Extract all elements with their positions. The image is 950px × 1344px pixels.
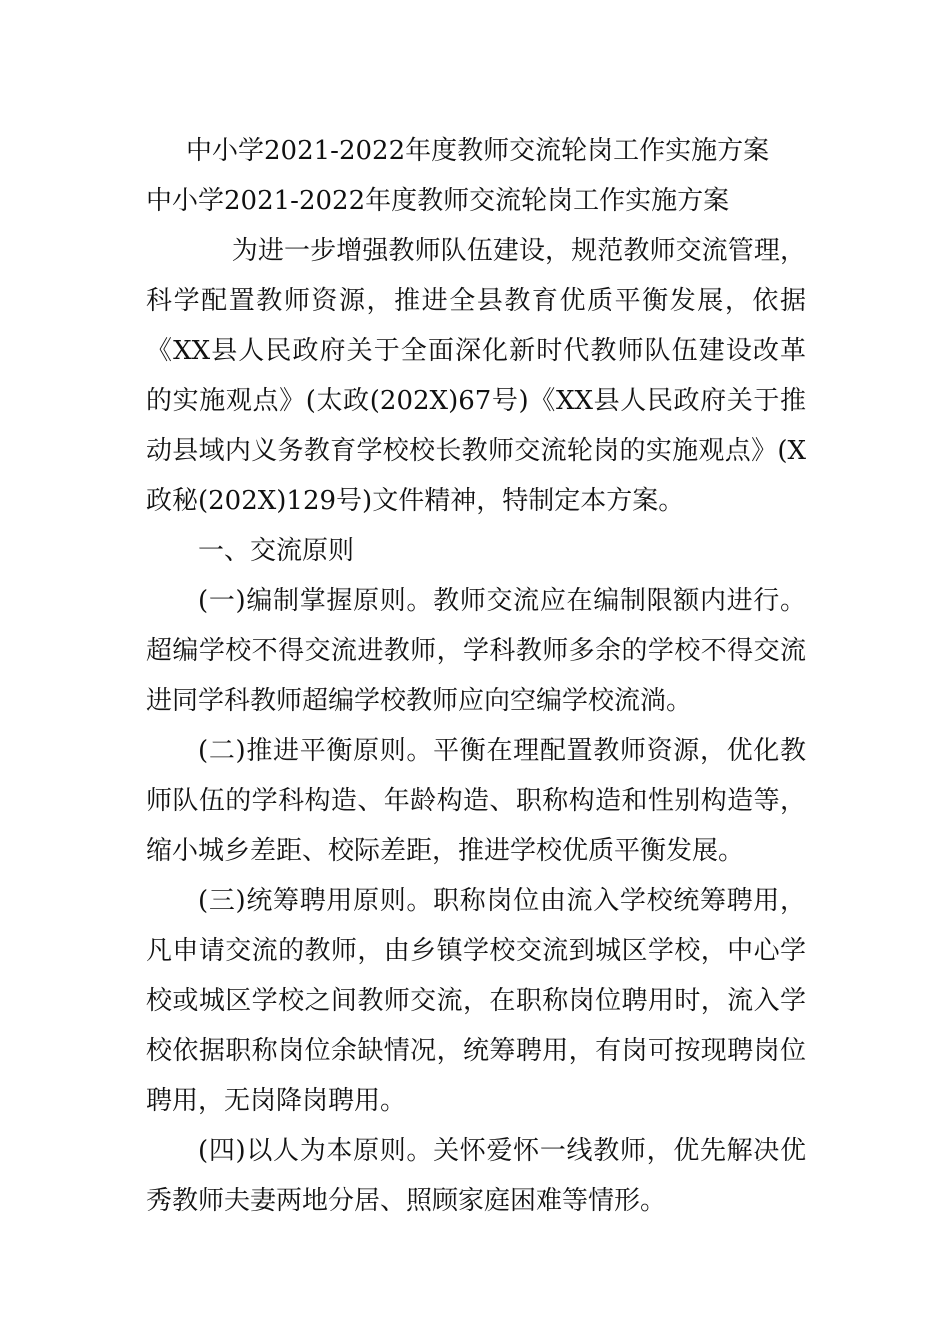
- principle-paragraph-4: (四)以人为本原则。关怀爱怀一线教师，优先解决优秀教师夫妻两地分居、照顾家庭困难等情形。: [146, 1136, 806, 1216]
- principle-paragraph-3: (三)统筹聘用原则。职称岗位由流入学校统筹聘用，凡申请交流的教师，由乡镇学校交流到城区学校，中心学校或城区学校之间教师交流，在职称岗位聘用时，流入学校依据职称岗位余缺情况，统筹聘用，有岗可按现聘岗位聘用，无岗降岗聘用。: [146, 886, 806, 1116]
- document-body: [146, 126, 806, 1226]
- section-heading-principles: 一、交流原则: [198, 536, 355, 566]
- document-subtitle: 中小学2021-2022年度教师交流轮岗工作实施方案: [146, 186, 730, 216]
- document-title: 中小学2021-2022年度教师交流轮岗工作实施方案: [186, 136, 770, 166]
- principle-paragraph-2: (二)推进平衡原则。平衡在理配置教师资源，优化教师队伍的学科构造、年龄构造、职称构造和性别构造等，缩小城乡差距、校际差距，推进学校优质平衡发展。: [146, 736, 806, 866]
- principle-paragraph-1: (一)编制掌握原则。教师交流应在编制限额内进行。超编学校不得交流进教师，学科教师多余的学校不得交流进同学科教师超编学校教师应向空编学校流淌。: [146, 586, 806, 716]
- intro-paragraph: 为进一步增强教师队伍建设，规范教师交流管理，科学配置教师资源，推进全县教育优质平衡发展，依据《XX县人民政府关于全面深化新时代教师队伍建设改革的实施观点》(太政(202X)67号)《XX县人民政府关于推动县域内义务教育学校校长教师交流轮岗的实施观点》(X政秘(202X)129号)文件精神，特制定本方案。: [146, 236, 806, 516]
